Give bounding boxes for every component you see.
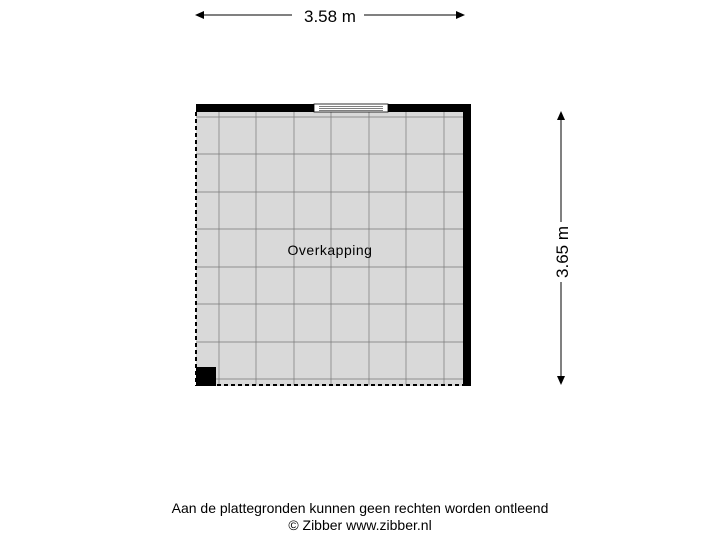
- disclaimer-text: Aan de plattegronden kunnen geen rechten worden ontleend: [171, 500, 549, 516]
- room-label: Overkapping: [287, 242, 373, 258]
- window: [314, 104, 388, 112]
- width-dimension: [195, 7, 465, 26]
- width-label: 3.58 m: [304, 7, 356, 26]
- right-wall: [463, 104, 471, 386]
- height-dimension: [553, 111, 572, 385]
- credit-text: © Zibber www.zibber.nl: [288, 517, 432, 533]
- support-post: [196, 367, 216, 386]
- height-label: 3.65 m: [553, 226, 572, 278]
